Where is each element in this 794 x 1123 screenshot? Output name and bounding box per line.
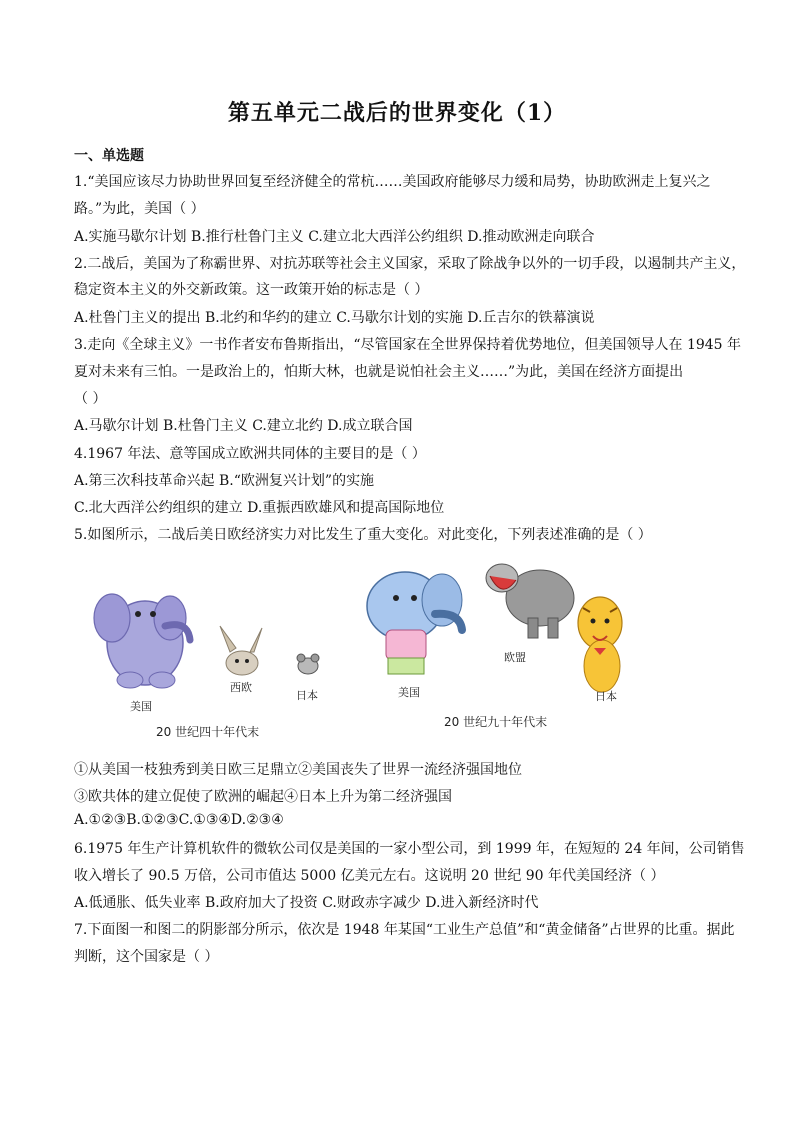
japan-mouse-illustration <box>297 654 319 674</box>
label-us-1940s: 美国 <box>130 700 152 713</box>
q4-stem: 4.1967 年法、意等国成立欧洲共同体的主要目的是（ ） <box>74 446 426 462</box>
us-elephant-illustration <box>94 594 190 688</box>
us-cartoon-elephant-illustration <box>367 572 462 674</box>
caption-1940s: 20 世纪四十年代末 <box>156 725 260 739</box>
label-japan-1990s: 日本 <box>595 690 617 703</box>
q1-options: A.实施马歇尔计划 B.推行杜鲁门主义 C.建立北大西洋公约组织 D.推动欧洲走向联合 <box>74 229 595 245</box>
q3-stem-line2: 夏对未来有三怕。一是政治上的，怕斯大林，也就是说怕社会主义……”为此，美国在经济方面提出 <box>74 364 684 380</box>
q1-stem-line2: 路。”为此，美国（ ） <box>74 201 205 217</box>
q3-stem-line1: 3.走向《全球主义》一书作者安布鲁斯指出，“尽管国家在全世界保持着优势地位，但美国领导人在 1945 年 <box>74 337 742 353</box>
eu-hippo-illustration <box>486 564 574 638</box>
label-us-1990s: 美国 <box>398 686 420 699</box>
western-europe-rabbit-illustration <box>220 626 262 675</box>
economy-comparison-figure <box>90 548 650 748</box>
q3-stem-line3: （ ） <box>74 391 107 407</box>
label-western-europe: 西欧 <box>230 681 252 694</box>
q4-options-line1: A.第三次科技革命兴起 B.“欧洲复兴计划”的实施 <box>74 473 375 489</box>
page-title: 第五单元二战后的世界变化（1） <box>227 100 567 126</box>
q6-stem-line2: 收入增长了 90.5 万倍，公司市值达 5000 亿美元左右。这说明 20 世纪 90 年代美国经济（ ） <box>74 868 665 884</box>
label-eu: 欧盟 <box>504 651 526 664</box>
japan-tiger-illustration <box>578 597 622 692</box>
q5-item-line2: ③欧共体的建立促使了欧洲的崛起④日本上升为第二经济强国 <box>74 789 452 805</box>
q1-stem-line1: 1.“美国应该尽力协助世界回复至经济健全的常杭……美国政府能够尽力缓和局势，协助欧洲走上复兴之 <box>74 174 711 190</box>
section-heading: 一、单选题 <box>74 148 144 164</box>
q2-options: A.杜鲁门主义的提出 B.北约和华约的建立 C.马歇尔计划的实施 D.丘吉尔的铁幕演说 <box>74 310 595 326</box>
q3-options: A.马歇尔计划 B.杜鲁门主义 C.建立北约 D.成立联合国 <box>74 418 413 434</box>
q4-options-line2: C.北大西洋公约组织的建立 D.重振西欧雄风和提高国际地位 <box>74 500 445 516</box>
q7-stem-line1: 7.下面图一和图二的阴影部分所示，依次是 1948 年某国“工业生产总值”和“黄金储备”占世界的比重。据此 <box>74 922 735 938</box>
q5-stem: 5.如图所示，二战后美日欧经济实力对比发生了重大变化。对此变化，下列表述准确的是（ ） <box>74 527 652 543</box>
caption-1990s: 20 世纪九十年代末 <box>444 715 548 729</box>
q2-stem-line1: 2.二战后，美国为了称霸世界、对抗苏联等社会主义国家，采取了除战争以外的一切手段，以遏制共产主义， <box>74 256 746 272</box>
q6-stem-line1: 6.1975 年生产计算机软件的微软公司仅是美国的一家小型公司，到 1999 年，在短短的 24 年间，公司销售 <box>74 841 745 857</box>
q2-stem-line2: 稳定资本主义的外交新政策。这一政策开始的标志是（ ） <box>74 282 429 298</box>
q7-stem-line2: 判断，这个国家是（ ） <box>74 949 219 965</box>
q5-item-line1: ①从美国一枝独秀到美日欧三足鼎立②美国丧失了世界一流经济强国地位 <box>74 762 522 778</box>
label-japan-1940s: 日本 <box>296 689 318 702</box>
q5-options: A.①②③B.①②③C.①③④D.②③④ <box>74 812 284 828</box>
q6-options: A.低通胀、低失业率 B.政府加大了投资 C.财政赤字减少 D.进入新经济时代 <box>74 895 539 911</box>
